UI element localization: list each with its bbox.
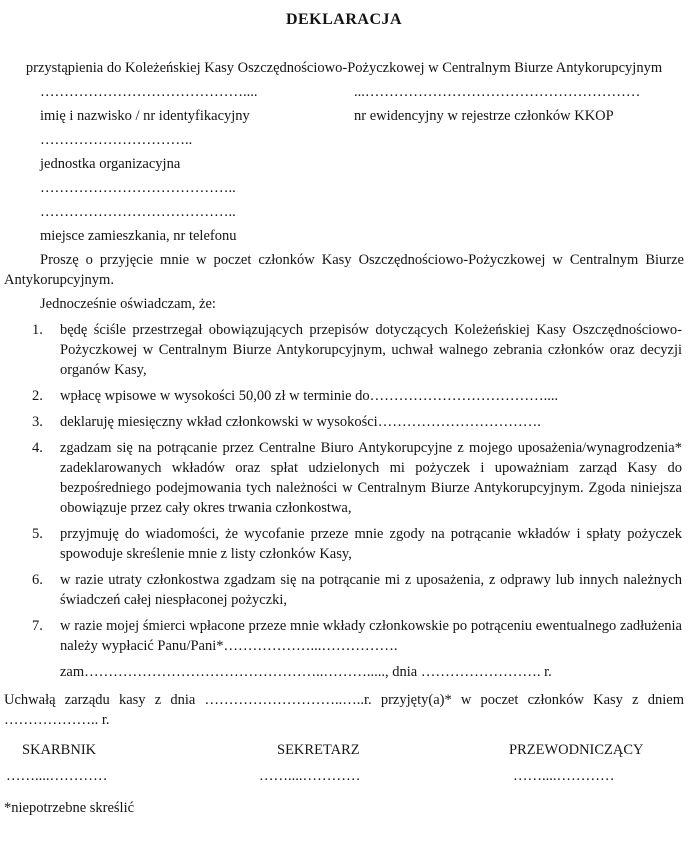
item-number: 6. xyxy=(32,572,43,588)
registry-field-label: nr ewidencyjny w rejestrze członków KKOP xyxy=(354,108,614,124)
item-number: 1. xyxy=(32,322,43,338)
unit-fill-line: ………………………….. xyxy=(40,132,193,148)
item-text: w razie mojej śmierci wpłacone przeze mnie wkłady członkowskie po potrąceniu ewentualnego zadłużenia należy wypłacić Panu/Pani*………………...……………. xyxy=(60,618,682,654)
declaration-item-7 xyxy=(4,616,684,656)
declaration-item-4 xyxy=(4,438,684,518)
declaration-item-1 xyxy=(4,320,684,380)
signature-line-treasurer: ……....………… xyxy=(6,768,108,784)
footnote: *niepotrzebne skreślić xyxy=(4,800,135,816)
document-subtitle: przystąpienia do Koleżeńskiej Kasy Oszczędnościowo-Pożyczkowej w Centralnym Biurze Antykorupcyjnym xyxy=(25,60,663,76)
member-fields xyxy=(40,82,684,246)
declarations-list xyxy=(4,320,684,656)
declaration-item-2 xyxy=(4,386,684,406)
declaration-item-5 xyxy=(4,524,684,564)
item-text: wpłacę wpisowe w wysokości 50,00 zł w terminie do……………………………….... xyxy=(60,388,559,404)
item-text: w razie utraty członkostwa zgadzam się na potrącanie mi z uposażenia, z odprawy lub innych należnych świadczeń całej niespłaconej pożyczki, xyxy=(60,572,682,608)
item-text: przyjmuję do wiadomości, że wycofanie przeze mnie zgody na potrącanie wkładów i spłaty pożyczek spowoduje skreślenie mnie z listy członków Kasy, xyxy=(60,526,682,562)
signature-line-chairman: ……....………… xyxy=(513,768,615,784)
signature-line-secretary: ……....………… xyxy=(259,768,361,784)
signature-titles-row xyxy=(4,740,684,786)
item-text: będę ściśle przestrzegał obowiązujących przepisów dotyczących Koleżeńskiej Kasy Oszczędnościowo-Pożyczkowej w Centralnym Biurze Antykorupcyjnym, uchwał walnego zebrania członków oraz decyzji organów Kasy, xyxy=(60,322,682,378)
document-title: DEKLARACJA xyxy=(285,11,403,28)
item-text: zgadzam się na potrącanie przez Centralne Biuro Antykorupcyjne z mojego uposażenia/wynagrodzenia* zadeklarowanych wkładów oraz spłat udzielonych mi pożyczek i upoważniam zarząd Kasy do bezpośredniego podejmowania tych należności w Centralnym Biurze Antykorupcyjnym. Zgoda niniejsza obowiązuje przez cały okres trwania członkostwa, xyxy=(60,440,682,516)
item-number: 5. xyxy=(32,526,43,542)
signature-title-chairman: PRZEWODNICZĄCY xyxy=(509,742,644,758)
statement-intro: Jednocześnie oświadczam, że: xyxy=(40,296,216,312)
item-number: 3. xyxy=(32,414,43,430)
item-number: 2. xyxy=(32,388,43,404)
signature-title-treasurer: SKARBNIK xyxy=(22,742,97,758)
residence-date-fill-line: zam…………………………………………..………....., dnia ……………………. r. xyxy=(60,664,552,680)
resolution-paragraph: Uchwałą zarządu kasy z dnia ………………………..…..r. przyjęty(a)* w poczet członków Kasy z dniem ……………….. r. xyxy=(4,692,684,728)
residence-fill-line-2: ………………………………….. xyxy=(40,204,236,220)
item-text: deklaruję miesięczny wkład członkowski w wysokości……………………………. xyxy=(60,414,541,430)
residence-field-label: miejsce zamieszkania, nr telefonu xyxy=(40,228,237,244)
item-number: 4. xyxy=(32,440,43,456)
name-fill-line: …………………………………….... xyxy=(40,84,258,100)
signature-title-secretary: SEKRETARZ xyxy=(277,742,360,758)
registry-fill-line: ...………………………………………………… xyxy=(354,84,641,100)
residence-fill-line-1: ………………………………….. xyxy=(40,180,236,196)
unit-field-label: jednostka organizacyjna xyxy=(40,156,181,172)
request-paragraph: Proszę o przyjęcie mnie w poczet członków Kasy Oszczędnościowo-Pożyczkowej w Centralnym Biurze Antykorupcyjnym. xyxy=(4,252,684,288)
name-field-label: imię i nazwisko / nr identyfikacyjny xyxy=(40,108,250,124)
item-number: 7. xyxy=(32,618,43,634)
declaration-item-3 xyxy=(4,412,684,432)
declaration-item-6 xyxy=(4,570,684,610)
